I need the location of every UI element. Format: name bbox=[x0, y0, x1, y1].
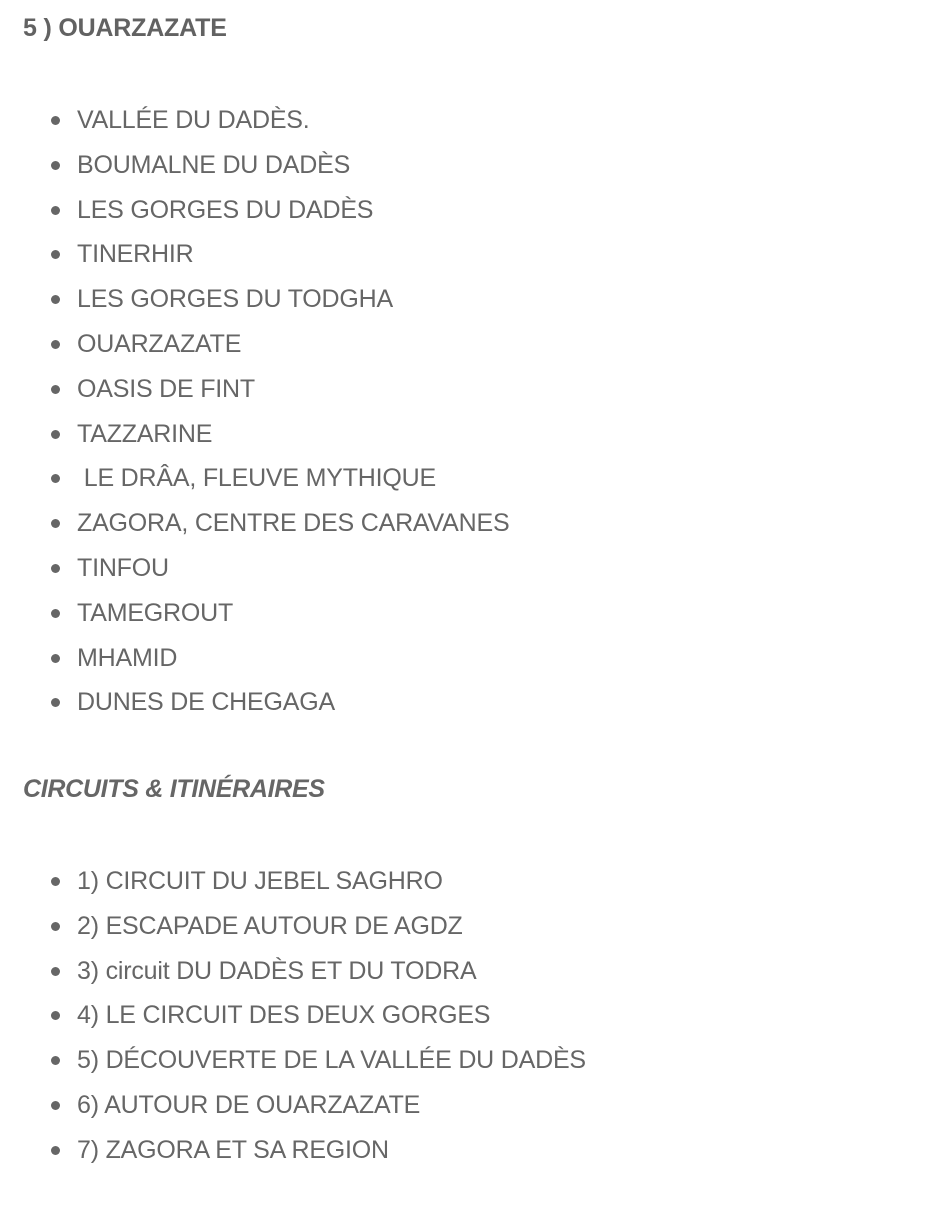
list-item-label: VALLÉE DU DADÈS. bbox=[77, 106, 310, 134]
list-item[interactable] bbox=[0, 188, 509, 233]
bullet-icon bbox=[51, 206, 60, 215]
bullet-icon bbox=[51, 1101, 60, 1110]
list-item[interactable] bbox=[0, 98, 509, 143]
list-item[interactable] bbox=[0, 501, 509, 546]
section-title: 5 ) OUARZAZATE bbox=[23, 14, 227, 42]
list-item[interactable] bbox=[0, 367, 509, 412]
list-item-label: MHAMID bbox=[77, 643, 178, 672]
bullet-icon bbox=[51, 564, 60, 573]
bullet-icon bbox=[51, 654, 60, 663]
bullet-icon bbox=[51, 474, 60, 483]
bullet-icon bbox=[51, 1146, 60, 1155]
list-item-label: 4) LE CIRCUIT DES DEUX GORGES bbox=[77, 1001, 491, 1030]
circuits-heading: CIRCUITS & ITINÉRAIRES bbox=[23, 775, 325, 803]
list-item[interactable] bbox=[0, 904, 586, 949]
list-item[interactable] bbox=[0, 993, 586, 1038]
bullet-icon bbox=[51, 161, 60, 170]
list-item-label: BOUMALNE DU DADÈS bbox=[77, 150, 351, 179]
list-item[interactable] bbox=[0, 949, 586, 994]
list-item[interactable] bbox=[0, 232, 509, 277]
list-item[interactable] bbox=[0, 1038, 586, 1083]
list-item-label: LES GORGES DU TODGHA bbox=[77, 285, 393, 314]
bullet-icon bbox=[51, 250, 60, 259]
bullet-icon bbox=[51, 967, 60, 976]
list-item-label: 6) AUTOUR DE OUARZAZATE bbox=[77, 1090, 421, 1119]
bullet-icon bbox=[51, 116, 60, 125]
list-item-label: 7) ZAGORA ET SA REGION bbox=[77, 1135, 389, 1164]
list-item[interactable] bbox=[0, 636, 509, 681]
list-item-label: OUARZAZATE bbox=[77, 329, 242, 358]
list-item[interactable] bbox=[0, 680, 509, 725]
list-item[interactable] bbox=[0, 456, 509, 501]
list-item-label: TINFOU bbox=[77, 553, 169, 582]
list-item-label: 3) circuit DU DADÈS ET DU TODRA bbox=[77, 956, 477, 985]
bullet-icon bbox=[51, 1011, 60, 1020]
bullet-icon bbox=[51, 922, 60, 931]
bullet-icon bbox=[51, 340, 60, 349]
list-item-label: TAZZARINE bbox=[77, 419, 213, 448]
bullet-icon bbox=[51, 1056, 60, 1065]
bullet-icon bbox=[51, 877, 60, 886]
list-item-label: DUNES DE CHEGAGA bbox=[77, 688, 335, 717]
list-item-label: LES GORGES DU DADÈS bbox=[77, 195, 374, 224]
bullet-icon bbox=[51, 698, 60, 707]
list-item-label: 2) ESCAPADE AUTOUR DE AGDZ bbox=[77, 911, 463, 940]
list-item-label: TINERHIR bbox=[77, 240, 194, 269]
list-item[interactable] bbox=[0, 859, 586, 904]
list-item[interactable] bbox=[0, 143, 509, 188]
bullet-icon bbox=[51, 519, 60, 528]
list-item-label: ZAGORA, CENTRE DES CARAVANES bbox=[77, 509, 510, 538]
list-item-label: TAMEGROUT bbox=[77, 598, 234, 627]
list-item[interactable] bbox=[0, 277, 509, 322]
bullet-icon bbox=[51, 609, 60, 618]
list-item[interactable] bbox=[0, 591, 509, 636]
list-item-label: LE DRÂA, FLEUVE MYTHIQUE bbox=[77, 464, 436, 493]
circuits-list bbox=[0, 859, 586, 1173]
list-item[interactable] bbox=[0, 322, 509, 367]
list-item[interactable] bbox=[0, 1083, 586, 1128]
bullet-icon bbox=[51, 295, 60, 304]
list-item-label: 5) DÉCOUVERTE DE LA VALLÉE DU DADÈS bbox=[77, 1046, 586, 1075]
destinations-list bbox=[0, 98, 509, 725]
list-item-label: 1) CIRCUIT DU JEBEL SAGHRO bbox=[77, 867, 443, 895]
list-item[interactable] bbox=[0, 1128, 586, 1173]
bullet-icon bbox=[51, 385, 60, 394]
bullet-icon bbox=[51, 430, 60, 439]
list-item[interactable] bbox=[0, 412, 509, 457]
list-item-label: OASIS DE FINT bbox=[77, 374, 255, 403]
list-item[interactable] bbox=[0, 546, 509, 591]
